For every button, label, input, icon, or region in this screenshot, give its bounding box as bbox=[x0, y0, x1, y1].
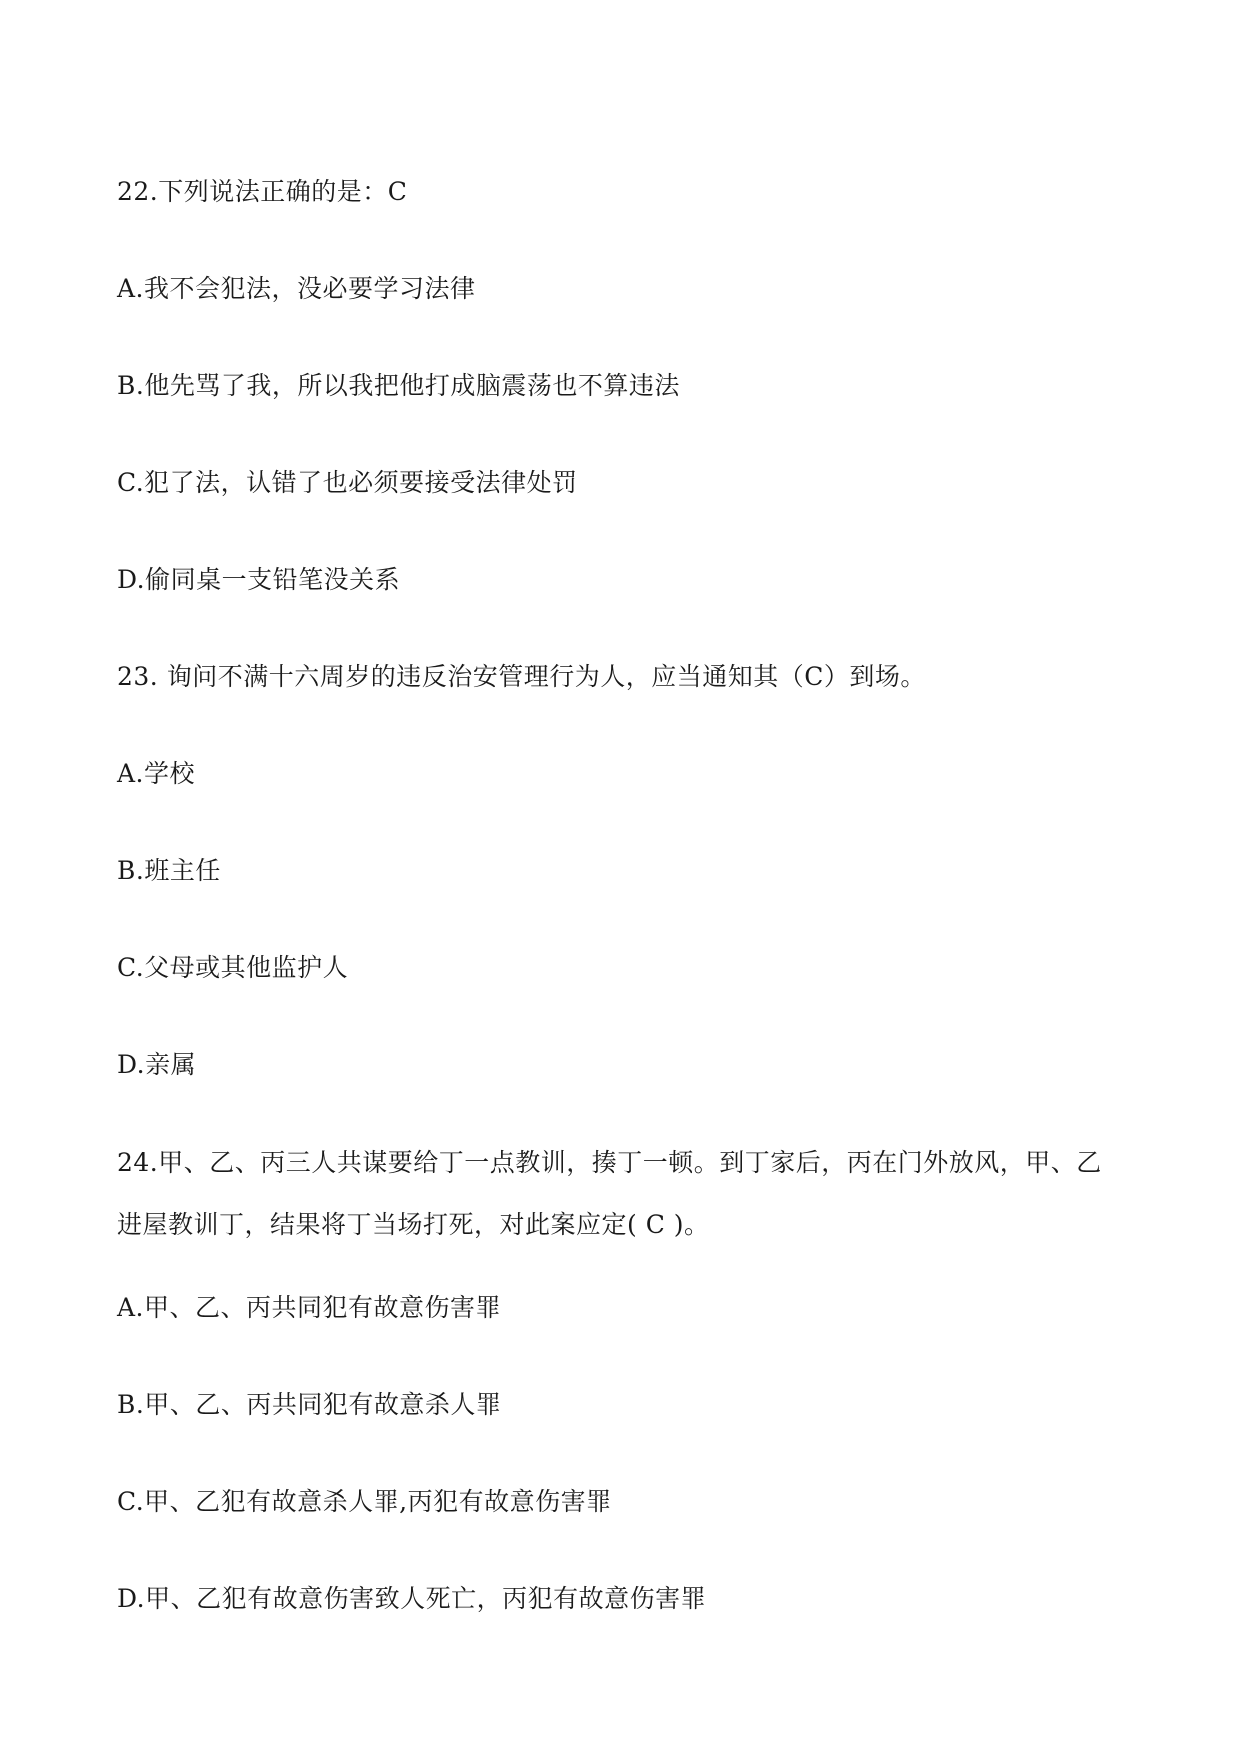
question-22-option-a: A.我不会犯法，没必要学习法律 bbox=[117, 274, 476, 303]
question-23-option-a: A.学校 bbox=[117, 759, 196, 788]
question-23-stem: 23. 询问不满十六周岁的违反治安管理行为人，应当通知其（C）到场。 bbox=[117, 662, 926, 691]
question-24-stem: 24.甲、乙、丙三人共谋要给丁一点教训，揍丁一顿。到丁家后，丙在门外放风，甲、乙进屋教训丁，结果将丁当场打死，对此案应定( C )。 bbox=[117, 1148, 1102, 1239]
question-22-stem: 22.下列说法正确的是：C bbox=[117, 177, 408, 206]
question-23-option-c: C.父母或其他监护人 bbox=[117, 953, 349, 982]
question-24-option-a: A.甲、乙、丙共同犯有故意伤害罪 bbox=[117, 1293, 502, 1322]
question-22-option-d: D.偷同桌一支铅笔没关系 bbox=[117, 565, 401, 594]
question-22-option-b: B.他先骂了我，所以我把他打成脑震荡也不算违法 bbox=[117, 371, 680, 400]
question-24-option-c: C.甲、乙犯有故意杀人罪,丙犯有故意伤害罪 bbox=[117, 1487, 612, 1516]
question-24-option-b: B.甲、乙、丙共同犯有故意杀人罪 bbox=[117, 1390, 502, 1419]
question-23-option-d: D.亲属 bbox=[117, 1050, 197, 1079]
question-24-option-d: D.甲、乙犯有故意伤害致人死亡，丙犯有故意伤害罪 bbox=[117, 1584, 707, 1613]
question-23-option-b: B.班主任 bbox=[117, 856, 221, 885]
question-22-option-c: C.犯了法，认错了也必须要接受法律处罚 bbox=[117, 468, 578, 497]
